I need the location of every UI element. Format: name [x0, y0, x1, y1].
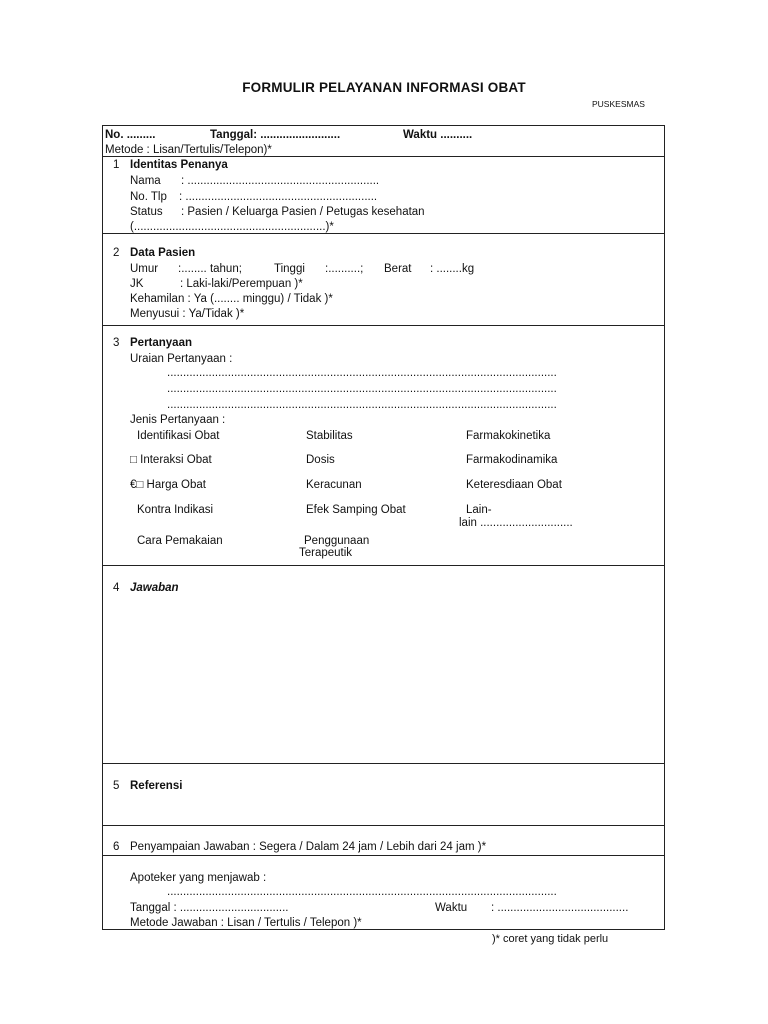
option-stabilitas[interactable]: Stabilitas: [306, 430, 353, 442]
tanggal-jawab-field[interactable]: Tanggal : ..................................: [130, 902, 289, 914]
option-lain[interactable]: Lain-: [466, 504, 492, 516]
berat-label: Berat: [384, 263, 412, 275]
option-penggunaan[interactable]: Penggunaan: [304, 535, 370, 547]
jk-label: JK: [130, 278, 144, 290]
uraian-label: Uraian Pertanyaan :: [130, 353, 233, 365]
apoteker-label: Apoteker yang menjawab :: [130, 872, 267, 884]
nama-label: Nama: [130, 175, 161, 187]
puskesmas-label: PUSKESMAS: [592, 99, 645, 109]
status-other-field[interactable]: (............................................................)*: [130, 221, 334, 233]
tanggal-field[interactable]: Tanggal: .........................: [210, 129, 341, 141]
divider: [102, 763, 665, 764]
status-label: Status: [130, 206, 163, 218]
tlp-label: No. Tlp: [130, 191, 167, 203]
section-number: 5: [113, 780, 120, 792]
divider: [102, 325, 665, 326]
metode-field[interactable]: Metode : Lisan/Tertulis/Telepon)*: [105, 144, 272, 156]
section-number: 2: [113, 247, 120, 259]
option-harga-obat[interactable]: €□ Harga Obat: [130, 479, 206, 491]
section-title-referensi: Referensi: [130, 780, 183, 792]
option-interaksi-obat[interactable]: □ Interaksi Obat: [130, 454, 212, 466]
option-farmakokinetika[interactable]: Farmakokinetika: [466, 430, 551, 442]
metode-jawaban-options[interactable]: Metode Jawaban : Lisan / Tertulis / Telepon )*: [130, 917, 362, 929]
form-title: FORMULIR PELAYANAN INFORMASI OBAT: [242, 80, 526, 95]
waktu-jawab-field[interactable]: : .........................................: [491, 902, 629, 914]
tinggi-label: Tinggi: [274, 263, 305, 275]
option-dosis[interactable]: Dosis: [306, 454, 335, 466]
jk-options[interactable]: : Laki-laki/Perempuan )*: [180, 278, 303, 290]
section-number: 6: [113, 841, 120, 853]
waktu-field[interactable]: Waktu ..........: [403, 129, 473, 141]
option-terapeutik[interactable]: Terapeutik: [299, 547, 353, 559]
section-title-pertanyaan: Pertanyaan: [130, 337, 193, 349]
divider: [102, 565, 665, 566]
section-number: 1: [113, 159, 120, 171]
no-field[interactable]: No. .........: [105, 129, 156, 141]
section-number: 4: [113, 582, 120, 594]
uraian-line[interactable]: ..........................................................................................................................: [167, 367, 557, 379]
apoteker-field[interactable]: ..........................................................................................................................: [167, 886, 557, 898]
kehamilan-field[interactable]: Kehamilan : Ya (........ minggu) / Tidak )*: [130, 293, 333, 305]
jenis-label: Jenis Pertanyaan :: [130, 414, 226, 426]
section-title-data-pasien: Data Pasien: [130, 247, 196, 259]
nama-field[interactable]: : ............................................................: [181, 175, 380, 187]
option-kontra-indikasi[interactable]: Kontra Indikasi: [137, 504, 214, 516]
divider: [102, 825, 665, 826]
footnote: )* coret yang tidak perlu: [492, 933, 609, 945]
section-title-identitas: Identitas Penanya: [130, 159, 228, 171]
uraian-line[interactable]: ..........................................................................................................................: [167, 383, 557, 395]
tlp-field[interactable]: : ............................................................: [179, 191, 378, 203]
umur-field[interactable]: :........ tahun;: [178, 263, 242, 275]
option-lain-field[interactable]: lain .............................: [459, 517, 573, 529]
option-efek-samping-obat[interactable]: Efek Samping Obat: [306, 504, 406, 516]
option-cara-pemakaian[interactable]: Cara Pemakaian: [137, 535, 223, 547]
option-keteresdiaan-obat[interactable]: Keteresdiaan Obat: [466, 479, 562, 491]
waktu-jawab-label: Waktu: [435, 902, 468, 914]
tinggi-field[interactable]: :..........;: [325, 263, 364, 275]
penyampaian-options[interactable]: Penyampaian Jawaban : Segera / Dalam 24 jam / Lebih dari 24 jam )*: [130, 841, 487, 853]
umur-label: Umur: [130, 263, 159, 275]
section-title-jawaban: Jawaban: [130, 582, 179, 594]
status-options[interactable]: : Pasien / Keluarga Pasien / Petugas kesehatan: [181, 206, 425, 218]
option-farmakodinamika[interactable]: Farmakodinamika: [466, 454, 558, 466]
menyusui-field[interactable]: Menyusui : Ya/Tidak )*: [130, 308, 245, 320]
uraian-line[interactable]: ..........................................................................................................................: [167, 399, 557, 411]
option-identifikasi-obat[interactable]: Identifikasi Obat: [137, 430, 220, 442]
section-number: 3: [113, 337, 120, 349]
berat-field[interactable]: : ........kg: [430, 263, 475, 275]
divider: [102, 855, 665, 856]
option-keracunan[interactable]: Keracunan: [306, 479, 362, 491]
